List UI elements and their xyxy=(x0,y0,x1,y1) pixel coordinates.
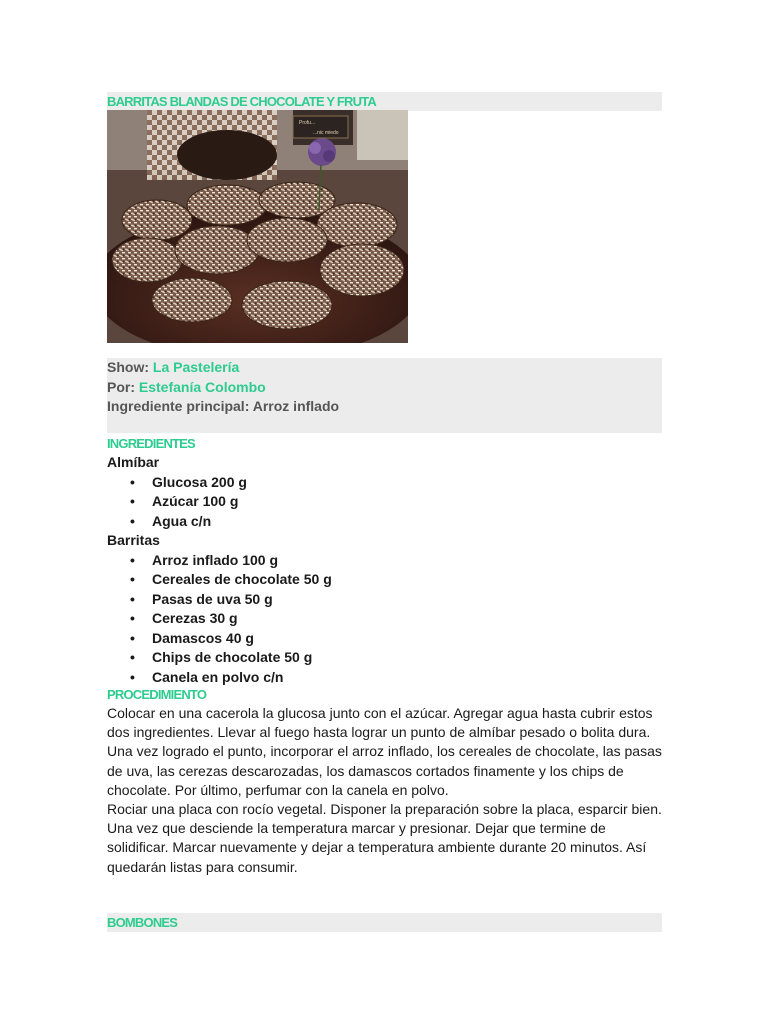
group-title: Almíbar xyxy=(107,454,160,470)
ingredient-item: • Cereales de chocolate 50 g xyxy=(152,570,662,590)
author-label: Por: xyxy=(107,378,139,395)
recipe-photo xyxy=(107,110,408,343)
photo-sign-line-1: Profu... xyxy=(299,120,316,126)
ingredients-title: INGREDIENTES xyxy=(107,436,195,451)
ingredient-item: • Chips de chocolate 50 g xyxy=(152,648,662,668)
main-ingredient-line xyxy=(107,397,662,417)
procedure-paragraph: Rociar una placa con rocío vegetal. Disponer la preparación sobre la placa, esparcir bien. Una vez que desciende la temperatura marcar y presionar. Dejar que termine de solidificar. Marcar nuevamente y dejar a temperatura ambiente durante 20 minutos. Así quedarán listas para consumir. xyxy=(107,801,662,875)
main-ingredient-value: Arroz inflado xyxy=(252,398,340,414)
ingredient-item: • Canela en polvo c/n xyxy=(152,668,662,688)
ingredient-list xyxy=(107,473,662,532)
recipe-title: BARRITAS BLANDAS DE CHOCOLATE Y FRUTA xyxy=(107,92,662,111)
photo-sign-line-2: ...nic miedo xyxy=(313,130,339,136)
ingredient-item: • Cerezas 30 g xyxy=(152,609,662,629)
ingredient-item: • Azúcar 100 g xyxy=(152,492,662,512)
recipe-info-box xyxy=(107,358,662,433)
recipe-photo-illustration xyxy=(107,110,408,343)
show-label: Show: xyxy=(107,359,153,375)
show-line xyxy=(107,358,662,378)
procedure-section xyxy=(107,685,662,877)
ingredient-item: • Arroz inflado 100 g xyxy=(152,551,662,571)
author-line xyxy=(107,378,662,398)
ingredient-list xyxy=(107,551,662,688)
ingredient-item: • Pasas de uva 50 g xyxy=(152,590,662,610)
ingredient-item: • Damascos 40 g xyxy=(152,629,662,649)
ingredient-item: • Agua c/n xyxy=(152,512,662,532)
procedure-title: PROCEDIMIENTO xyxy=(107,687,207,702)
show-link[interactable]: La Pastelería xyxy=(152,359,240,375)
ingredients-section xyxy=(107,434,662,687)
ingredient-item: • Glucosa 200 g xyxy=(152,473,662,493)
main-ingredient-label: Ingrediente principal: xyxy=(107,398,253,414)
next-recipe-title: BOMBONES xyxy=(107,913,662,932)
group-title: Barritas xyxy=(107,532,160,548)
procedure-paragraph: Colocar en una cacerola la glucosa junto con el azúcar. Agregar agua hasta cubrir estos dos ingredientes. Llevar al fuego hasta lograr un punto de almíbar pesado o bolita dura. Una vez logrado el punto, incorporar el arroz inflado, los cereales de chocolate, las pasas de uva, las cerezas descarozadas, los damascos cortados finamente y los chips de chocolate. Por último, perfumar con la canela en polvo. xyxy=(107,705,662,798)
author-link[interactable]: Estefanía Colombo xyxy=(138,378,266,395)
